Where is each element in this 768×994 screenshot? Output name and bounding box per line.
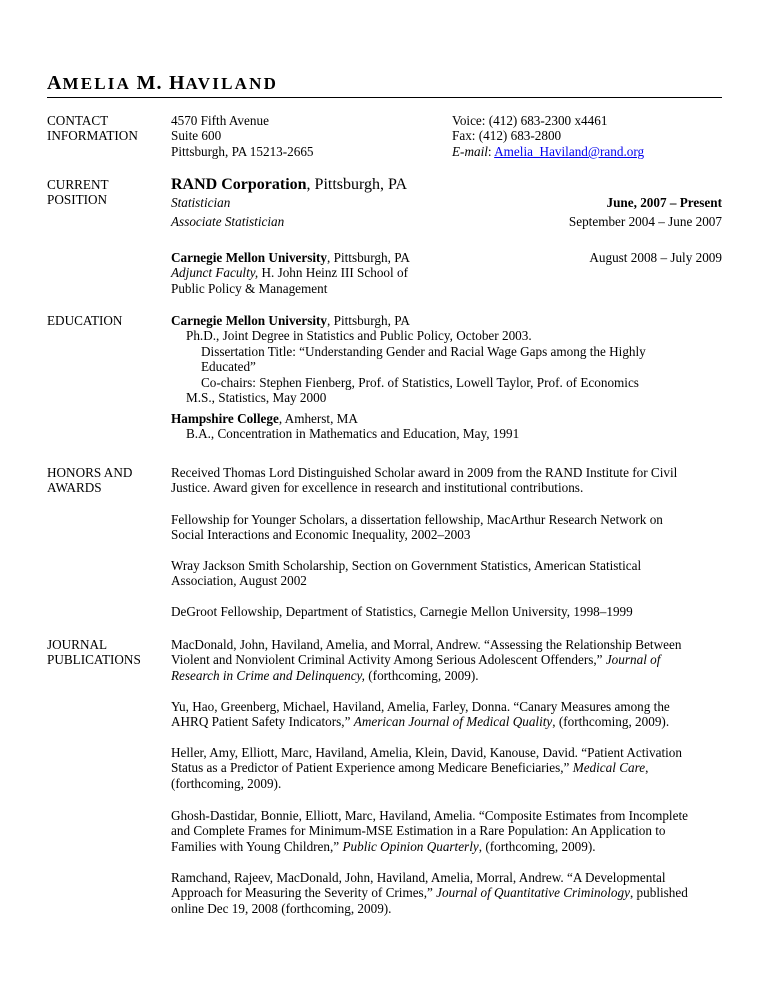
rand-org: RAND Corporation, Pittsburgh, PA bbox=[171, 176, 408, 193]
cmu-adjunct: Carnegie Mellon University, Pittsburgh, PA Adjunct Faculty, H. John Heinz III School of Public Policy & Management bbox=[171, 250, 410, 296]
contact-address: 4570 Fifth Avenue Suite 600 Pittsburgh, PA 15213-2665 bbox=[171, 113, 314, 159]
honor-item: Received Thomas Lord Distinguished Scholar award in 2009 from the RAND Institute for Civil Justice. Award given for excellence in research and institutional contributions. bbox=[171, 465, 678, 496]
honor-item: Fellowship for Younger Scholars, a dissertation fellowship, MacArthur Research Network on Social Interactions and Economic Inequality, 2002–2003 bbox=[171, 512, 663, 543]
education-cmu: Carnegie Mellon University, Pittsburgh, PA Ph.D., Joint Degree in Statistics and Public Policy, October 2003. Dissertation Title: “Understanding Gender and Racial Wage Gaps among the Highly Educated” Co-chairs: Stephen Fienberg, Prof. of Statistics, Lowell Taylor, Prof. of Economics M.S., Statistics, May 2000 bbox=[171, 313, 646, 406]
role-statistician: Statistician bbox=[171, 195, 231, 210]
honor-item: DeGroot Fellowship, Department of Statistics, Carnegie Mellon University, 1998–1999 bbox=[171, 604, 633, 619]
education-hampshire: Hampshire College, Amherst, MA B.A., Concentration in Mathematics and Education, May, 1991 bbox=[171, 411, 520, 442]
contact-label: CONTACT INFORMATION bbox=[47, 113, 138, 144]
publication-item: Yu, Hao, Greenberg, Michael, Haviland, Amelia, Farley, Donna. “Canary Measures among the AHRQ Patient Safety Indicators,” American Journal of Medical Quality, (forthcoming, 2009). bbox=[171, 699, 670, 730]
email-link[interactable]: Amelia_Haviland@rand.org bbox=[494, 143, 645, 159]
honors-label: HONORS AND AWARDS bbox=[47, 465, 133, 496]
honor-item: Wray Jackson Smith Scholarship, Section on Government Statistics, American Statistical Association, August 2002 bbox=[171, 558, 642, 589]
cmu-adjunct-dates: August 2008 – July 2009 bbox=[589, 250, 722, 265]
role-associate-dates: September 2004 – June 2007 bbox=[568, 214, 722, 229]
contact-phone-email: Voice: (412) 683-2300 x4461 Fax: (412) 683-2800 E-mail: Amelia_Haviland@rand.org bbox=[452, 113, 645, 159]
publication-item: Ghosh-Dastidar, Bonnie, Elliott, Marc, Haviland, Amelia. “Composite Estimates from Incomplete and Complete Frames for Minimum-MSE Estimation in a Rare Population: An Application to Families with Young Children,” Public Opinion Quarterly, (forthcoming, 2009). bbox=[171, 808, 688, 854]
role-statistician-dates: June, 2007 – Present bbox=[606, 195, 722, 210]
publications-label: JOURNAL PUBLICATIONS bbox=[47, 637, 141, 668]
current-position-label: CURRENT POSITION bbox=[47, 177, 109, 208]
education-label: EDUCATION bbox=[47, 313, 123, 328]
role-associate-statistician: Associate Statistician bbox=[171, 214, 285, 229]
cv-name: AMELIA M. HAVILAND bbox=[47, 72, 279, 94]
header-rule bbox=[47, 97, 722, 98]
publication-item: MacDonald, John, Haviland, Amelia, and Morral, Andrew. “Assessing the Relationship Between Violent and Nonviolent Criminal Activity Among Serious Adolescent Offenders,” Journal of Research in Crime and Delinquency, (forthcoming, 2009). bbox=[171, 637, 682, 683]
publication-item: Ramchand, Rajeev, MacDonald, John, Haviland, Amelia, Morral, Andrew. “A Developmental Approach for Measuring the Severity of Crimes,” Journal of Quantitative Criminology, published online Dec 19, 2008 (forthcoming, 2009). bbox=[171, 870, 688, 916]
publication-item: Heller, Amy, Elliott, Marc, Haviland, Amelia, Klein, David, Kanouse, David. “Patient Activation Status as a Predictor of Patient Experience among Medicare Beneficiaries,” Medical Care, (forthcoming, 2009). bbox=[171, 745, 682, 791]
